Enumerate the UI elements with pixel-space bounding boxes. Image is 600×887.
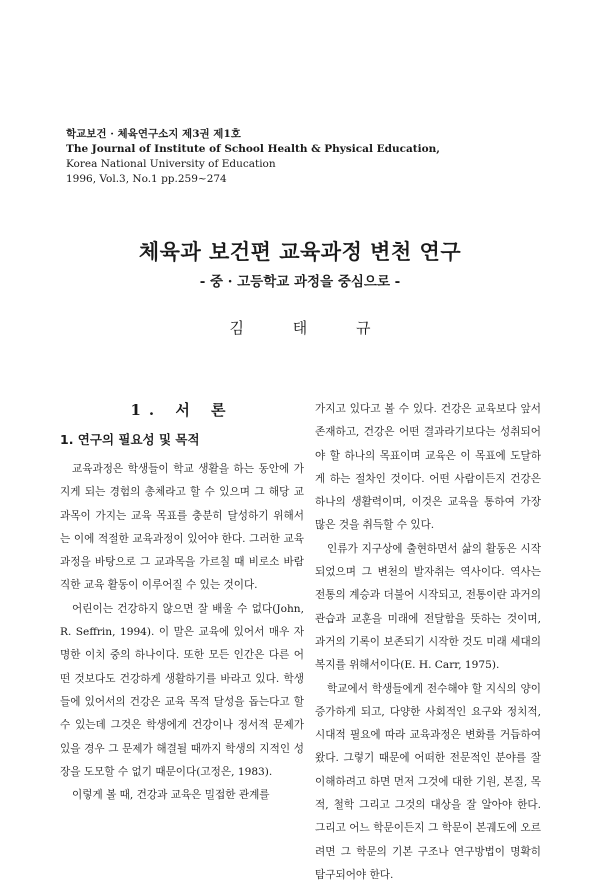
body-paragraph: 학교에서 학생들에게 전수해야 할 지식의 양이 증가하게 되고, 다양한 사회적인 요구와 정치적, 시대적 필요에 따라 교육과정은 변화를 거듭하여 왔다. 그렇기 때문에 어떠한 전문적인 분야를 잘 이해하려고 하면 먼저 그것에 대한 기원, 본질, 목적, 철학 그리고 그것의 대상을 잘 알아야 한다. 그리고 어느 학문이든지 그 학문이 본궤도에 오르려면 그 학문의 기본 구조나 연구방법이 명확히 탐구되어야 한다.: [315, 682, 541, 881]
left-column: [60, 398, 304, 807]
journal-title-korean: 학교보건 · 체육연구소지 제3권 제1호: [66, 128, 241, 140]
body-paragraph: 어린이는 건강하지 않으면 잘 배울 수 없다(John, R. Seffrin, 1994). 이 말은 교육에 있어서 매우 자명한 이치 중의 하나이다. 또한 모든 인간은 다른 어떤 것보다도 건강하게 생활하기를 바라고 있다. 학생들에 있어서의 건강은 교육 목적 달성을 돕는다고 할 수 있는데 그것은 학생에게 건강이나 정서적 문제가 있을 경우 그 문제가 해결될 때까지 학생의 지적인 성장을 도모할 수 없기 때문이다(고정은, 1983).: [60, 602, 304, 778]
subsection-heading: 1. 연구의 필요성 및 목적: [60, 432, 200, 447]
journal-institution: Korea National University of Education: [66, 158, 276, 170]
journal-header: [66, 127, 486, 187]
paper-subtitle: - 중 · 고등학교 과정을 중심으로 -: [199, 274, 401, 290]
right-column: [315, 398, 541, 887]
paper-title: 체육과 보건편 교육과정 변천 연구: [138, 239, 462, 264]
section-heading: 1. 서 론: [130, 401, 234, 419]
body-paragraph: 이렇게 볼 때, 건강과 교육은 밀접한 관계를: [72, 789, 270, 802]
body-paragraph: 인류가 지구상에 출현하면서 삶의 활동은 시작되었으며 그 변천의 발자취는 역사이다. 역사는 전통의 계승과 더불어 시작되고, 전통이란 과거의 관습과 교훈을 미래에 전달함을 뜻하는 것이며, 과거의 기록이 보존되기 시작한 것도 미래 세대의 복지를 위해서이다(E. H. Carr, 1975).: [315, 542, 541, 672]
body-paragraph: 교육과정은 학생들이 학교 생활을 하는 동안에 가지게 되는 경험의 총체라고 할 수 있으며 그 해당 교과목이 가지는 교육 목표를 충분히 달성하기 위해서는 이에 적절한 교육과정이 있어야 한다. 그러한 교육과정을 바탕으로 그 교과목을 가르칠 때 비로소 바람직한 교육 활동이 이루어질 수 있는 것이다.: [60, 463, 304, 592]
author-name: 김 태 규: [229, 319, 393, 337]
body-paragraph: 가지고 있다고 볼 수 있다. 건강은 교육보다 앞서 존재하고, 건강은 어떤 결과라기보다는 성취되어야 할 하나의 목표이며 교육은 이 목표에 도달하게 하는 절차인 것이다. 어떤 사람이든지 건강은 하나의 생활력이며, 이것은 교육을 통하여 가장 많은 것을 취득할 수 있다.: [315, 403, 541, 532]
title-block: [0, 238, 600, 292]
journal-citation: 1996, Vol.3, No.1 pp.259~274: [66, 173, 227, 185]
journal-title-english: The Journal of Institute of School Health & Physical Education,: [66, 143, 440, 155]
